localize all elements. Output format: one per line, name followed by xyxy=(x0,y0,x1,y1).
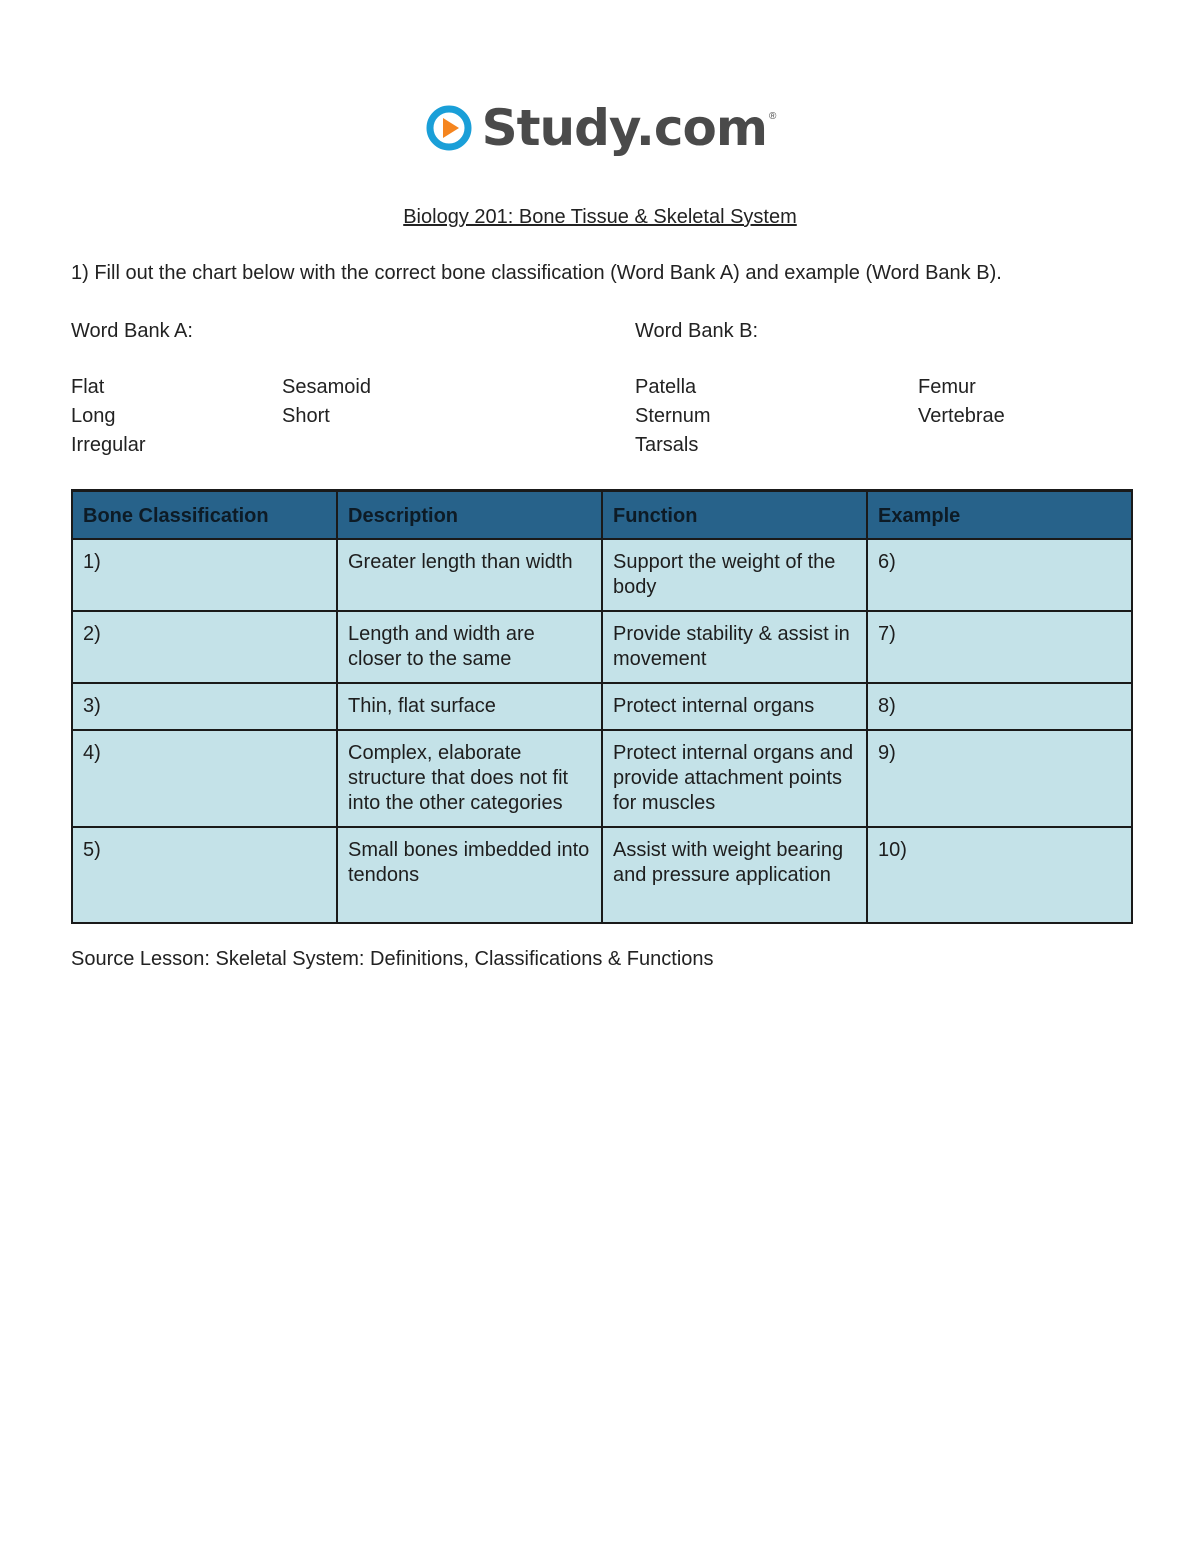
logo-text: Study.com xyxy=(481,99,767,157)
word-bank-a-item: Irregular xyxy=(71,434,146,456)
example-cell[interactable]: 8) xyxy=(867,683,1132,730)
description-cell: Small bones imbedded into tendons xyxy=(337,827,602,923)
word-bank-a-item: Short xyxy=(282,405,330,427)
function-cell: Support the weight of the body xyxy=(602,539,867,611)
function-cell: Assist with weight bearing and pressure application xyxy=(602,827,867,923)
example-cell[interactable]: 9) xyxy=(867,730,1132,827)
table-row xyxy=(72,611,1132,683)
description-cell: Greater length than width xyxy=(337,539,602,611)
example-cell[interactable]: 7) xyxy=(867,611,1132,683)
instruction-text: 1) Fill out the chart below with the correct bone classification (Word Bank A) and example (Word Bank B). xyxy=(71,262,1002,284)
description-cell: Thin, flat surface xyxy=(337,683,602,730)
word-bank-b-item: Patella xyxy=(635,376,697,398)
function-cell: Protect internal organs and provide attachment points for muscles xyxy=(602,730,867,827)
classification-cell[interactable]: 3) xyxy=(72,683,337,730)
word-bank-a-item: Long xyxy=(71,405,116,427)
header-example: Example xyxy=(867,491,1132,540)
table-row xyxy=(72,539,1132,611)
function-cell: Protect internal organs xyxy=(602,683,867,730)
header-bone-classification: Bone Classification xyxy=(72,491,337,540)
example-cell[interactable]: 10) xyxy=(867,827,1132,923)
description-cell: Complex, elaborate structure that does not fit into the other categories xyxy=(337,730,602,827)
table-row xyxy=(72,827,1132,923)
classification-cell[interactable]: 4) xyxy=(72,730,337,827)
page-title: Biology 201: Bone Tissue & Skeletal System xyxy=(403,206,797,228)
bone-classification-table xyxy=(71,489,1133,924)
header-description: Description xyxy=(337,491,602,540)
logo-inner xyxy=(424,99,777,157)
classification-cell[interactable]: 2) xyxy=(72,611,337,683)
table-header-row xyxy=(72,491,1132,540)
registered-mark: ® xyxy=(769,110,777,122)
word-bank-a-item: Flat xyxy=(71,376,105,398)
classification-cell[interactable]: 1) xyxy=(72,539,337,611)
play-circle-icon xyxy=(424,103,474,153)
table-row xyxy=(72,730,1132,827)
word-bank-a-item: Sesamoid xyxy=(282,376,371,398)
word-bank-b-item: Vertebrae xyxy=(918,405,1005,427)
word-bank-b-item: Femur xyxy=(918,376,976,398)
word-bank-a-heading: Word Bank A: xyxy=(71,320,193,342)
description-cell: Length and width are closer to the same xyxy=(337,611,602,683)
classification-cell[interactable]: 5) xyxy=(72,827,337,923)
source-lesson: Source Lesson: Skeletal System: Definitions, Classifications & Functions xyxy=(71,948,714,970)
word-bank-b-heading: Word Bank B: xyxy=(635,320,759,342)
word-bank-b-item: Tarsals xyxy=(635,434,699,456)
word-bank-b-item: Sternum xyxy=(635,405,711,427)
example-cell[interactable]: 6) xyxy=(867,539,1132,611)
study-com-logo xyxy=(0,96,1200,160)
header-function: Function xyxy=(602,491,867,540)
table-row xyxy=(72,683,1132,730)
function-cell: Provide stability & assist in movement xyxy=(602,611,867,683)
